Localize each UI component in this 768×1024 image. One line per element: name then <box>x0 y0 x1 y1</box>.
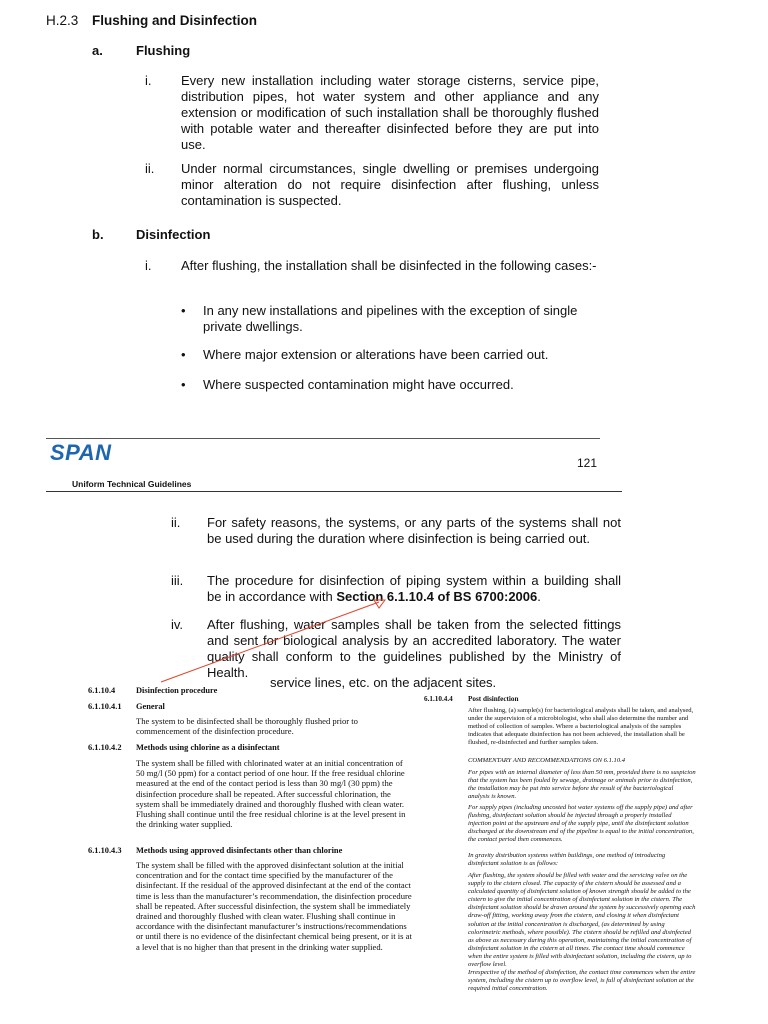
bs-heading-title: Methods using chlorine as a disinfectant <box>136 743 280 752</box>
bs-heading-title: General <box>136 702 165 711</box>
bs-paragraph: The system shall be filled with chlorinated water at an initial concentration of 50 mg/l (50 ppm) for a contact period of one hour. If the free residual chlorine measured at the end of the contact period is less than 30 mg/l (30 ppm) the disinfection procedure shall be repeated. After successful chlorination, the system shall be immediately drained and thoroughly flushed with clean water. Flushing shall continue until the free residual chlorine is at the level present in the drinking water supplied. <box>136 758 406 830</box>
list-item-text: Under normal circumstances, single dwelling or premises undergoing minor alteration do not require disinfection after flushing, unless contamination is suspected. <box>181 161 599 208</box>
list-item-text: After flushing, the installation shall be disinfected in the following cases:- <box>181 258 597 273</box>
list-item-number: i. <box>145 258 152 273</box>
list-item-text: Every new installation including water storage cisterns, service pipe, distribution pipes, hot water system and other appliance and any extension or modification of such installation shall be thoroughly flushed with potable water and thereafter disinfected before they are put into use. <box>181 73 599 152</box>
bs-paragraph: The system shall be filled with the approved disinfectant solution at the initial concentration and for the contact time specified by the manufacturer of the disinfectant. If the residual of the approved disinfectant at the end of the contact time is less than the manufacturer’s recommendation, the disinfection procedure shall be repeated. After successful disinfection, the system shall be immediately drained and thoroughly flushed with clean water. Flushing shall continue in accordance with the disinfectant manufacturer’s instructions/recommendations or until there is no evidence of the disinfectant chemical being present, or it is at a level that is no higher than that present in the drinking water supplied. <box>136 860 412 952</box>
bs-heading-number: 6.1.10.4.1 <box>88 702 122 711</box>
list-item-text: After flushing, water samples shall be taken from the selected fittings and sent for biological analysis by an accredited laboratory. The water quality shall conform to the guidelines published by the Ministry of Health. <box>207 617 621 680</box>
bs-heading-number: 6.1.10.4.2 <box>88 743 122 752</box>
bs-commentary: After flushing, the system should be filled with water and the servicing valve on the supply to the cistern closed. The capacity of the cistern should be assessed and a calculated quantity of disinfectant solution of known strength should be added to the cistern to give the initial concentration of disinfectant solution in the cistern. The disinfectant solution should be drawn around the system by successively opening each draw-off fitting, working away from the cistern, and closing it when disinfectant solution at the initial concentration is discharged, (as determined by using colorimetric methods, where possible). The cistern should be refilled and disinfected as above as necessary during this operation, maintaining the initial concentration of disinfectant solution in the cistern at all times. The contact time should commence when the entire system is filled with disinfectant solution, including the cistern, up to overflow level. <box>468 872 696 969</box>
list-item-text: For safety reasons, the systems, or any parts of the systems shall not be used during the duration where disinfection is being carried out. <box>207 515 621 546</box>
list-item-number: iii. <box>171 573 184 588</box>
bs-heading-number: 6.1.10.4 <box>88 686 116 695</box>
span-logo: SPAN <box>50 440 112 465</box>
bs-commentary: For pipes with an internal diameter of less than 50 mm, provided there is no suspicion that the system has been fouled by sewage, drainage or animals prior to disinfection, the installation may be put into service before the result of the bacteriological analysis is known. <box>468 769 696 801</box>
arrow-head <box>374 600 385 608</box>
arrow-line <box>161 602 379 682</box>
list-item-number: iv. <box>171 617 184 632</box>
bs-heading-number: 6.1.10.4.3 <box>88 846 122 855</box>
section-number: H.2.3 <box>46 13 79 28</box>
bs-commentary: Irrespective of the method of disinfection, the contact time commences when the entire system, including the cistern up to overflow level, is full of disinfectant solution at the required initial concentration. <box>468 969 696 993</box>
bullet-item: • Where suspected contamination might have occurred. <box>203 377 599 393</box>
bs-heading-title: Disinfection procedure <box>136 686 218 695</box>
header-rule <box>46 491 622 492</box>
list-item-text: The procedure for disinfection of piping system within a building shall be in accordance with Section 6.1.10.4 of BS 6700:2006. <box>207 573 621 604</box>
section-title: Flushing and Disinfection <box>92 13 257 28</box>
overlap-text: service lines, etc. on the adjacent sites. <box>270 675 497 690</box>
subsection-letter-a: a. <box>92 43 103 58</box>
running-title: Uniform Technical Guidelines <box>72 479 192 489</box>
list-item-number: ii. <box>145 161 155 176</box>
bs-section-reference: Section 6.1.10.4 of BS 6700:2006 <box>336 589 538 604</box>
bullet-item: • In any new installations and pipelines with the exception of single private dwellings. <box>203 303 599 335</box>
page-number: 121 <box>577 456 598 470</box>
bullet-item: • Where major extension or alterations have been carried out. <box>203 347 599 363</box>
bs-paragraph: After flushing, (a) sample(s) for bacteriological analysis shall be taken, and analysed, under the supervision of a microbiologist, who shall also determine the number and method of collection of samples. Where a bacteriological analysis of the samples indicates that adequate disinfection has not been achieved, the installation shall be flushed, re-disinfected and further samples taken. <box>468 707 694 747</box>
bs-paragraph: The system to be disinfected shall be thoroughly flushed prior to commencement of the disinfection procedure. <box>136 716 358 737</box>
subsection-letter-b: b. <box>92 227 104 242</box>
subsection-title-disinfection: Disinfection <box>136 227 211 242</box>
bs-heading-number: 6.1.10.4.4 <box>424 695 453 703</box>
bs-commentary: For supply pipes (including uncosted hot water systems off the supply pipe) and after flushing, disinfectant solution should be injected through a properly installed injection point at the upstream end of the supply pipe, until the disinfectant solution discharged at the downstream end of the pipeline is equal to the initial concentration, the contact period then commences. <box>468 804 694 844</box>
bs-commentary: In gravity distribution systems within buildings, one method of introducing disinfectant solution is as follows: <box>468 852 666 868</box>
bs-heading-title: Methods using approved disinfectants other than chlorine <box>136 846 343 855</box>
list-item-number: i. <box>145 73 152 88</box>
subsection-title-flushing: Flushing <box>136 43 191 58</box>
list-item-number: ii. <box>171 515 181 530</box>
footer-rule <box>46 438 600 439</box>
bs-commentary-heading: COMMENTARY AND RECOMMENDATIONS ON 6.1.10.4 <box>468 757 626 764</box>
bs-heading-title: Post disinfection <box>468 695 519 703</box>
arrow-annotation <box>155 596 395 688</box>
